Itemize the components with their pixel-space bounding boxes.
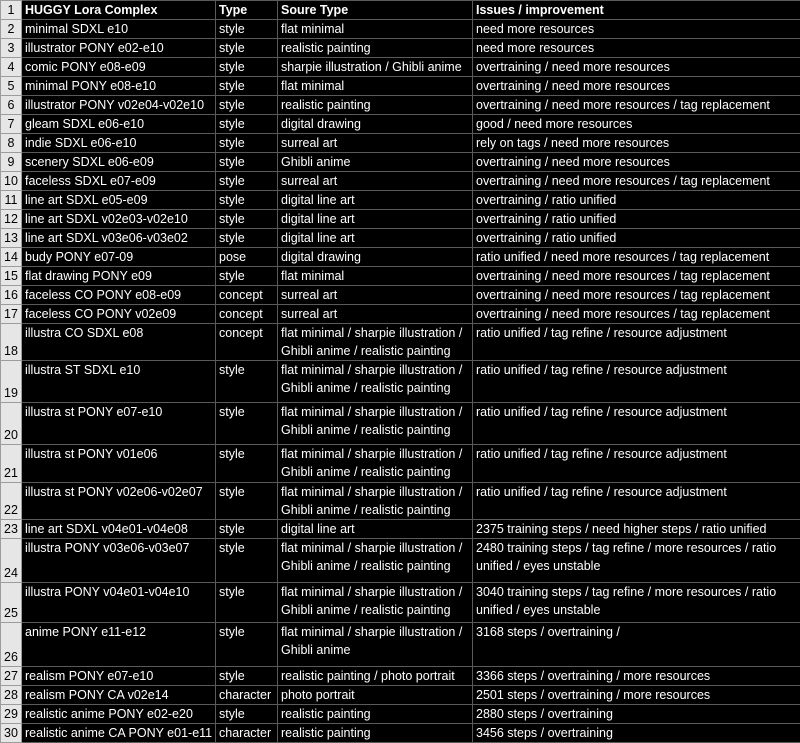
- cell-type[interactable]: concept: [216, 305, 278, 324]
- row-number[interactable]: 16: [1, 286, 22, 305]
- cell-name[interactable]: faceless SDXL e07-e09: [22, 172, 216, 191]
- cell-source-type[interactable]: realistic painting: [278, 96, 473, 115]
- cell-type[interactable]: style: [216, 77, 278, 96]
- cell-type[interactable]: style: [216, 583, 278, 623]
- table-row: [1, 20, 800, 39]
- row-number[interactable]: 11: [1, 191, 22, 210]
- cell-name[interactable]: line art SDXL v02e03-v02e10: [22, 210, 216, 229]
- cell-issues[interactable]: 3168 steps / overtraining /: [473, 623, 800, 667]
- row-number[interactable]: 12: [1, 210, 22, 229]
- cell-issues[interactable]: 2375 training steps / need higher steps / ratio unified: [473, 520, 800, 539]
- table-row: [1, 583, 800, 623]
- cell-type[interactable]: style: [216, 134, 278, 153]
- row-number[interactable]: 21: [1, 445, 22, 483]
- cell-issues[interactable]: overtraining / need more resources / tag replacement: [473, 305, 800, 324]
- row-number[interactable]: 29: [1, 705, 22, 724]
- cell-source-type[interactable]: digital line art: [278, 191, 473, 210]
- cell-issues[interactable]: need more resources: [473, 39, 800, 58]
- cell-type[interactable]: character: [216, 724, 278, 743]
- row-number[interactable]: 7: [1, 115, 22, 134]
- table-row: [1, 445, 800, 483]
- cell-name[interactable]: illustrator PONY v02e04-v02e10: [22, 96, 216, 115]
- cell-type[interactable]: style: [216, 445, 278, 483]
- table-row: [1, 172, 800, 191]
- table-row: [1, 361, 800, 403]
- cell-name[interactable]: comic PONY e08-e09: [22, 58, 216, 77]
- cell-issues[interactable]: ratio unified / need more resources / tag replacement: [473, 248, 800, 267]
- cell-type[interactable]: style: [216, 153, 278, 172]
- row-number[interactable]: 6: [1, 96, 22, 115]
- cell-issues[interactable]: rely on tags / need more resources: [473, 134, 800, 153]
- cell-name[interactable]: realistic anime PONY e02-e20: [22, 705, 216, 724]
- table-row: [1, 248, 800, 267]
- cell-type[interactable]: style: [216, 483, 278, 520]
- row-number[interactable]: 27: [1, 667, 22, 686]
- header-cell-name[interactable]: HUGGY Lora Complex: [22, 1, 216, 20]
- table-row: [1, 267, 800, 286]
- cell-source-type[interactable]: flat minimal: [278, 77, 473, 96]
- table-row: [1, 77, 800, 96]
- cell-type[interactable]: style: [216, 267, 278, 286]
- cell-type[interactable]: style: [216, 172, 278, 191]
- cell-issues[interactable]: ratio unified / tag refine / resource adjustment: [473, 361, 800, 403]
- cell-type[interactable]: style: [216, 520, 278, 539]
- cell-name[interactable]: gleam SDXL e06-e10: [22, 115, 216, 134]
- table-row: [1, 153, 800, 172]
- cell-source-type[interactable]: digital drawing: [278, 248, 473, 267]
- cell-name[interactable]: scenery SDXL e06-e09: [22, 153, 216, 172]
- row-number[interactable]: 2: [1, 20, 22, 39]
- cell-source-type[interactable]: sharpie illustration / Ghibli anime: [278, 58, 473, 77]
- row-number[interactable]: 22: [1, 483, 22, 520]
- cell-type[interactable]: style: [216, 58, 278, 77]
- cell-name[interactable]: illustra CO SDXL e08: [22, 324, 216, 361]
- cell-type[interactable]: style: [216, 191, 278, 210]
- cell-source-type[interactable]: digital drawing: [278, 115, 473, 134]
- cell-source-type[interactable]: flat minimal: [278, 267, 473, 286]
- cell-source-type[interactable]: photo portrait: [278, 686, 473, 705]
- cell-issues[interactable]: ratio unified / tag refine / resource adjustment: [473, 445, 800, 483]
- cell-name[interactable]: illustrator PONY e02-e10: [22, 39, 216, 58]
- row-number[interactable]: 23: [1, 520, 22, 539]
- cell-type[interactable]: character: [216, 686, 278, 705]
- row-number[interactable]: 1: [1, 1, 22, 20]
- table-row: [1, 686, 800, 705]
- cell-source-type[interactable]: realistic painting: [278, 39, 473, 58]
- cell-name[interactable]: line art SDXL v04e01-v04e08: [22, 520, 216, 539]
- cell-name[interactable]: realism PONY e07-e10: [22, 667, 216, 686]
- table-row: [1, 191, 800, 210]
- cell-source-type[interactable]: surreal art: [278, 134, 473, 153]
- cell-issues[interactable]: overtraining / need more resources / tag replacement: [473, 172, 800, 191]
- table-row: [1, 483, 800, 520]
- cell-source-type[interactable]: Ghibli anime: [278, 153, 473, 172]
- cell-name[interactable]: minimal PONY e08-e10: [22, 77, 216, 96]
- cell-name[interactable]: illustra ST SDXL e10: [22, 361, 216, 403]
- cell-type[interactable]: style: [216, 115, 278, 134]
- row-number[interactable]: 20: [1, 403, 22, 445]
- cell-name[interactable]: line art SDXL e05-e09: [22, 191, 216, 210]
- cell-type[interactable]: concept: [216, 324, 278, 361]
- cell-issues[interactable]: 3366 steps / overtraining / more resources: [473, 667, 800, 686]
- table-row: [1, 115, 800, 134]
- table-row: [1, 520, 800, 539]
- cell-issues[interactable]: ratio unified / tag refine / resource adjustment: [473, 403, 800, 445]
- row-number[interactable]: 3: [1, 39, 22, 58]
- table-row: [1, 623, 800, 667]
- table-row: [1, 134, 800, 153]
- cell-source-type[interactable]: flat minimal / sharpie illustration / Ghibli anime / realistic painting: [278, 324, 473, 361]
- cell-source-type[interactable]: flat minimal / sharpie illustration / Ghibli anime / realistic painting: [278, 483, 473, 520]
- row-number[interactable]: 25: [1, 583, 22, 623]
- cell-issues[interactable]: overtraining / need more resources: [473, 153, 800, 172]
- cell-issues[interactable]: overtraining / need more resources: [473, 58, 800, 77]
- cell-source-type[interactable]: surreal art: [278, 172, 473, 191]
- cell-name[interactable]: faceless CO PONY v02e09: [22, 305, 216, 324]
- row-number[interactable]: 15: [1, 267, 22, 286]
- cell-issues[interactable]: overtraining / need more resources / tag replacement: [473, 286, 800, 305]
- row-number[interactable]: 13: [1, 229, 22, 248]
- cell-source-type[interactable]: flat minimal / sharpie illustration / Ghibli anime / realistic painting: [278, 361, 473, 403]
- cell-issues[interactable]: 3040 training steps / tag refine / more resources / ratio unified / eyes unstable: [473, 583, 800, 623]
- cell-type[interactable]: style: [216, 229, 278, 248]
- cell-source-type[interactable]: flat minimal / sharpie illustration / Ghibli anime / realistic painting: [278, 583, 473, 623]
- cell-type[interactable]: style: [216, 39, 278, 58]
- row-number[interactable]: 5: [1, 77, 22, 96]
- cell-issues[interactable]: 3456 steps / overtraining: [473, 724, 800, 743]
- table-row: [1, 229, 800, 248]
- header-cell-source-type[interactable]: Soure Type: [278, 1, 473, 20]
- cell-type[interactable]: style: [216, 20, 278, 39]
- cell-issues[interactable]: 2480 training steps / tag refine / more resources / ratio unified / eyes unstable: [473, 539, 800, 583]
- cell-source-type[interactable]: flat minimal / sharpie illustration / Ghibli anime: [278, 623, 473, 667]
- cell-source-type[interactable]: realistic painting / photo portrait: [278, 667, 473, 686]
- row-number[interactable]: 24: [1, 539, 22, 583]
- cell-issues[interactable]: overtraining / ratio unified: [473, 191, 800, 210]
- cell-source-type[interactable]: realistic painting: [278, 724, 473, 743]
- cell-name[interactable]: illustra st PONY v01e06: [22, 445, 216, 483]
- cell-source-type[interactable]: digital line art: [278, 210, 473, 229]
- cell-name[interactable]: anime PONY e11-e12: [22, 623, 216, 667]
- cell-type[interactable]: style: [216, 361, 278, 403]
- cell-issues[interactable]: overtraining / ratio unified: [473, 210, 800, 229]
- row-number[interactable]: 10: [1, 172, 22, 191]
- table-row: [1, 324, 800, 361]
- cell-issues[interactable]: overtraining / need more resources / tag replacement: [473, 267, 800, 286]
- cell-type[interactable]: style: [216, 623, 278, 667]
- cell-name[interactable]: realism PONY CA v02e14: [22, 686, 216, 705]
- cell-issues[interactable]: ratio unified / tag refine / resource adjustment: [473, 483, 800, 520]
- row-number[interactable]: 8: [1, 134, 22, 153]
- row-number[interactable]: 19: [1, 361, 22, 403]
- cell-source-type[interactable]: surreal art: [278, 305, 473, 324]
- table-row: [1, 705, 800, 724]
- cell-issues[interactable]: 2880 steps / overtraining: [473, 705, 800, 724]
- table-row: [1, 724, 800, 743]
- cell-name[interactable]: indie SDXL e06-e10: [22, 134, 216, 153]
- row-number[interactable]: 9: [1, 153, 22, 172]
- cell-name[interactable]: faceless CO PONY e08-e09: [22, 286, 216, 305]
- cell-type[interactable]: style: [216, 96, 278, 115]
- cell-issues[interactable]: good / need more resources: [473, 115, 800, 134]
- table-row: [1, 305, 800, 324]
- header-cell-type[interactable]: Type: [216, 1, 278, 20]
- row-number[interactable]: 18: [1, 324, 22, 361]
- cell-type[interactable]: style: [216, 539, 278, 583]
- row-number[interactable]: 30: [1, 724, 22, 743]
- cell-type[interactable]: style: [216, 667, 278, 686]
- table-row: [1, 403, 800, 445]
- table-row: [1, 210, 800, 229]
- row-number[interactable]: 28: [1, 686, 22, 705]
- table-row: [1, 539, 800, 583]
- table-row: [1, 39, 800, 58]
- row-number[interactable]: 17: [1, 305, 22, 324]
- table-row: [1, 286, 800, 305]
- cell-name[interactable]: minimal SDXL e10: [22, 20, 216, 39]
- cell-source-type[interactable]: digital line art: [278, 229, 473, 248]
- cell-source-type[interactable]: flat minimal / sharpie illustration / Ghibli anime / realistic painting: [278, 445, 473, 483]
- header-cell-issues[interactable]: Issues / improvement: [473, 1, 800, 20]
- cell-issues[interactable]: ratio unified / tag refine / resource adjustment: [473, 324, 800, 361]
- cell-name[interactable]: illustra st PONY e07-e10: [22, 403, 216, 445]
- row-number[interactable]: 4: [1, 58, 22, 77]
- cell-issues[interactable]: overtraining / ratio unified: [473, 229, 800, 248]
- cell-name[interactable]: illustra PONY v04e01-v04e10: [22, 583, 216, 623]
- cell-source-type[interactable]: surreal art: [278, 286, 473, 305]
- cell-source-type[interactable]: flat minimal / sharpie illustration / Ghibli anime / realistic painting: [278, 403, 473, 445]
- cell-source-type[interactable]: flat minimal: [278, 20, 473, 39]
- cell-source-type[interactable]: realistic painting: [278, 705, 473, 724]
- cell-name[interactable]: illustra st PONY v02e06-v02e07: [22, 483, 216, 520]
- table-row: [1, 58, 800, 77]
- row-number[interactable]: 14: [1, 248, 22, 267]
- cell-name[interactable]: illustra PONY v03e06-v03e07: [22, 539, 216, 583]
- cell-type[interactable]: style: [216, 705, 278, 724]
- cell-issues[interactable]: overtraining / need more resources / tag replacement: [473, 96, 800, 115]
- cell-type[interactable]: concept: [216, 286, 278, 305]
- cell-type[interactable]: pose: [216, 248, 278, 267]
- table-row: [1, 667, 800, 686]
- cell-source-type[interactable]: digital line art: [278, 520, 473, 539]
- table-row: [1, 96, 800, 115]
- cell-name[interactable]: realistic anime CA PONY e01-e11: [22, 724, 216, 743]
- cell-name[interactable]: flat drawing PONY e09: [22, 267, 216, 286]
- cell-source-type[interactable]: flat minimal / sharpie illustration / Ghibli anime / realistic painting: [278, 539, 473, 583]
- cell-type[interactable]: style: [216, 210, 278, 229]
- row-number[interactable]: 26: [1, 623, 22, 667]
- cell-issues[interactable]: need more resources: [473, 20, 800, 39]
- cell-issues[interactable]: 2501 steps / overtraining / more resources: [473, 686, 800, 705]
- header-row: [1, 1, 800, 20]
- cell-name[interactable]: budy PONY e07-09: [22, 248, 216, 267]
- cell-issues[interactable]: overtraining / need more resources: [473, 77, 800, 96]
- cell-type[interactable]: style: [216, 403, 278, 445]
- cell-name[interactable]: line art SDXL v03e06-v03e02: [22, 229, 216, 248]
